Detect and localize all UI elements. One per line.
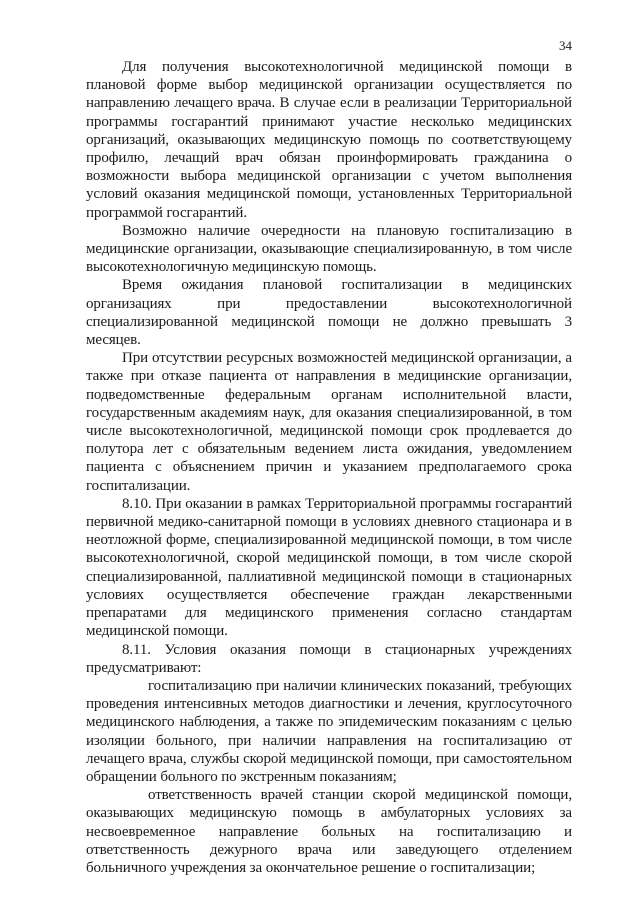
paragraph-waiting-time: Время ожидания плановой госпитализации в медицинских организациях при предоставлении высокотехнологичной специализированной медицинской помощи не должно превышать 3 месяцев.: [86, 277, 572, 349]
page-number: 34: [559, 38, 572, 53]
paragraph-section-8-10: 8.10. При оказании в рамках Территориальной программы госгарантий первичной медико-санитарной помощи в условиях дневного стационара и в неотложной форме, специализированной медицинской помощи, в том числе высокотехнологичной, скорой медицинской помощи, в том числе скорой специализированной, паллиативной медицинской помощи в стационарных условиях осуществляется обеспечение граждан лекарственными препаратами для медицинского применения согласно стандартам медицинской помощи.: [86, 495, 572, 640]
paragraph-hospitalization: госпитализацию при наличии клинических показаний, требующих проведения интенсивных методов диагностики и лечения, круглосуточного медицинского наблюдения, а также по эпидемическим показаниям с целью изоляции больного, при наличии направления на госпитализацию от лечащего врача, службы скорой медицинской помощи, при самостоятельном обращении больного по экстренным показаниям;: [86, 677, 572, 785]
document-body: [86, 58, 572, 877]
paragraph-section-8-11: 8.11. Условия оказания помощи в стационарных учреждениях предусматривают:: [86, 641, 572, 676]
paragraph-queue: Возможно наличие очередности на плановую госпитализацию в медицинские организации, оказывающие специализированную, в том числе высокотехнологичную медицинскую помощь.: [86, 222, 572, 276]
paragraph-waiting-list: При отсутствии ресурсных возможностей медицинской организации, а также при отказе пациента от направления в медицинские организации, подведомственные федеральным органам исполнительной власти, государственным академиям наук, для оказания специализированной, в том числе высокотехнологичной, медицинской помощи срок продлевается до полутора лет с обязательным ведением листа ожидания, уведомлением пациента с объяснением причин и указанием предполагаемого срока госпитализации.: [86, 350, 572, 494]
paragraph-responsibility: ответственность врачей станции скорой медицинской помощи, оказывающих медицинскую помощь в амбулаторных условиях за несвоевременное направление больных на госпитализацию и ответственность дежурного врача или заведующего отделением больничного учреждения за окончательное решение о госпитализации;: [86, 787, 572, 876]
paragraph-hightech-referral: Для получения высокотехнологичной медицинской помощи в плановой форме выбор медицинской организации осуществляется по направлению лечащего врача. В случае если в реализации Территориальной программы госгарантий принимают участие несколько медицинских организаций, оказывающих медицинскую помощь по соответствующему профилю, лечащий врач обязан проинформировать гражданина о возможности выбора медицинской организации с учетом выполнения условий оказания медицинской помощи, установленных Территориальной программой госгарантий.: [86, 59, 572, 221]
